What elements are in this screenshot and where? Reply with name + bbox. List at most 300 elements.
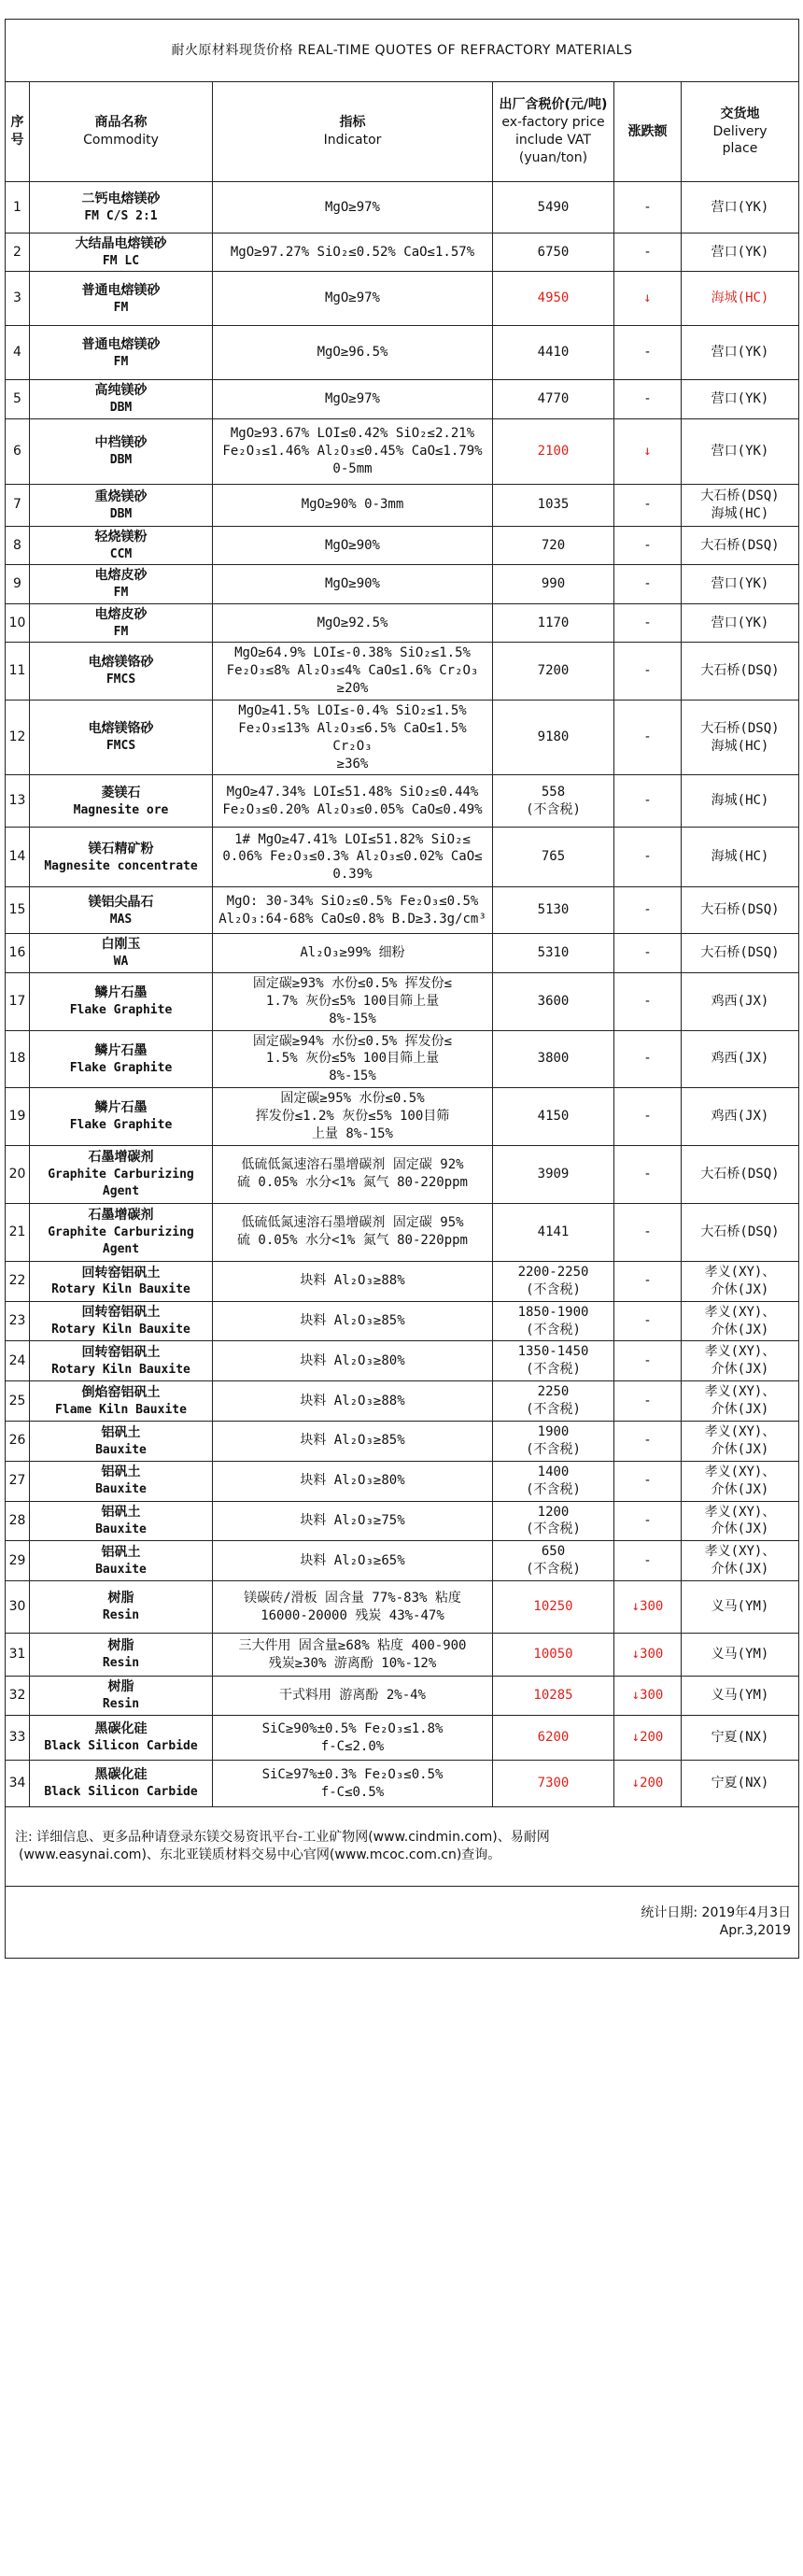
commodity-cell [30, 700, 213, 775]
indicator-cell [213, 526, 493, 564]
table-row [6, 1381, 799, 1422]
commodity-cell [30, 643, 213, 701]
price-change: - [614, 700, 682, 775]
delivery-place-line: 介休(JX) [711, 1441, 769, 1457]
price-line: 4770 [537, 391, 570, 407]
indicator-cell [213, 1581, 493, 1634]
table-row [6, 182, 799, 234]
price-line: 1400 [537, 1464, 570, 1479]
row-index: 3 [6, 272, 30, 326]
delivery-place-line: 大石桥(DSQ) [700, 945, 780, 961]
price-line: 2200-2250 [517, 1264, 589, 1280]
delivery-place-line: 孝义(XY)、 [704, 1464, 776, 1479]
commodity-cell [30, 1088, 213, 1146]
commodity-name-cn: 回转窑铝矾土 [81, 1265, 161, 1281]
price-cell [493, 775, 614, 828]
row-index: 15 [6, 887, 30, 934]
indicator-line: Fe₂O₃≤1.46% Al₂O₃≤0.45% CaO≤1.79% [222, 443, 483, 459]
price-change: - [614, 1422, 682, 1462]
indicator-line: f-C≤2.0% [320, 1738, 385, 1754]
commodity-name-cn: 黑碳化硅 [94, 1767, 148, 1783]
commodity-cell [30, 1030, 213, 1088]
price-cell [493, 380, 614, 418]
price-change: - [614, 1461, 682, 1501]
price-cell [493, 272, 614, 326]
delivery-place-cell [682, 182, 799, 234]
indicator-cell [213, 272, 493, 326]
row-index: 18 [6, 1030, 30, 1088]
delivery-place-line: 介休(JX) [711, 1481, 769, 1497]
price-cell [493, 1203, 614, 1261]
commodity-name-cn: 电熔皮砂 [94, 606, 148, 622]
indicator-line: Al₂O₃≥99% 细粉 [300, 945, 405, 961]
price-line: (不含税) [526, 1562, 581, 1578]
delivery-place-cell [682, 418, 799, 484]
delivery-place-cell [682, 1341, 799, 1381]
price-cell [493, 1461, 614, 1501]
commodity-name-en: Resin [102, 1697, 140, 1712]
price-change-down: ↓300 [614, 1634, 682, 1677]
footnote-line-1: 注: 详细信息、更多品种请登录东镁交易资讯平台-工业矿物网(www.cindmin.com)、易耐网 [15, 1830, 550, 1846]
commodity-cell [30, 1301, 213, 1341]
commodity-name-en: Resin [102, 1608, 140, 1623]
delivery-place-line: 宁夏(NX) [711, 1776, 769, 1791]
commodity-name-en: FM LC [102, 253, 140, 268]
price-line: 990 [541, 576, 566, 592]
commodity-name-en: Flame Kiln Bauxite [55, 1402, 187, 1417]
indicator-cell [213, 1634, 493, 1677]
indicator-line: 块料 Al₂O₃≥80% [300, 1352, 405, 1368]
footnote [6, 1807, 799, 1887]
indicator-cell [213, 700, 493, 775]
delivery-place-line: 海城(HC) [711, 793, 769, 809]
header-price: 出厂含税价(元/吨) ex-factory price include VAT (yuan/ton) [493, 82, 614, 182]
price-cell [493, 1341, 614, 1381]
commodity-name-cn: 回转窑铝矾土 [81, 1345, 161, 1361]
indicator-cell [213, 643, 493, 701]
indicator-line: MgO≥90% [324, 576, 380, 592]
delivery-place-line: 孝义(XY)、 [704, 1504, 776, 1520]
indicator-line: 块料 Al₂O₃≥88% [300, 1273, 405, 1289]
indicator-line: Fe₂O₃≤8% Al₂O₃≤4% CaO≤1.6% Cr₂O₃ [226, 663, 479, 679]
price-line: 7300 [537, 1776, 570, 1791]
commodity-name-en: FM [113, 300, 129, 315]
price-line: 2100 [537, 443, 570, 459]
price-line: 1170 [537, 615, 570, 630]
commodity-cell [30, 1203, 213, 1261]
indicator-cell [213, 565, 493, 603]
commodity-cell [30, 272, 213, 326]
table-row [6, 526, 799, 564]
delivery-place-line: 孝义(XY)、 [704, 1304, 776, 1320]
table-row [6, 887, 799, 934]
commodity-cell [30, 526, 213, 564]
commodity-cell [30, 1341, 213, 1381]
indicator-line: ≥20% [336, 680, 369, 696]
price-cell [493, 1030, 614, 1088]
row-index: 8 [6, 526, 30, 564]
price-line: 10050 [533, 1647, 573, 1663]
indicator-cell [213, 1422, 493, 1462]
row-index: 19 [6, 1088, 30, 1146]
price-line: (不含税) [526, 1481, 581, 1497]
indicator-line: 0.06% Fe₂O₃≤0.3% Al₂O₃≤0.02% CaO≤ [222, 849, 483, 865]
delivery-place-line: 营口(YK) [711, 199, 769, 215]
price-line: 10250 [533, 1599, 573, 1615]
delivery-place-cell [682, 934, 799, 972]
delivery-place-line: 大石桥(DSQ) [700, 1166, 780, 1182]
indicator-cell [213, 603, 493, 642]
commodity-name-cn: 普通电熔镁砂 [81, 282, 161, 298]
commodity-name-en: Flake Graphite [69, 1060, 173, 1075]
indicator-line: 块料 Al₂O₃≥85% [300, 1433, 405, 1449]
commodity-cell [30, 1422, 213, 1462]
table-row [6, 234, 799, 272]
row-index: 26 [6, 1422, 30, 1462]
indicator-line: 块料 Al₂O₃≥85% [300, 1313, 405, 1329]
indicator-line: Fe₂O₃≤13% Al₂O₃≤6.5% CaO≤1.5% Cr₂O₃ [238, 720, 467, 754]
price-line: 4141 [537, 1224, 570, 1239]
price-line: 558 [541, 785, 566, 800]
price-line: 1350-1450 [517, 1344, 589, 1360]
header-indicator: 指标 Indicator [213, 82, 493, 182]
indicator-line: MgO≥90% 0-3mm [301, 497, 404, 513]
price-change: - [614, 380, 682, 418]
delivery-place-cell [682, 1716, 799, 1761]
price-cell [493, 603, 614, 642]
price-change: - [614, 1030, 682, 1088]
price-change: - [614, 1501, 682, 1541]
delivery-place-cell [682, 272, 799, 326]
price-sheet [0, 19, 803, 2576]
table-row [6, 1341, 799, 1381]
commodity-name-cn: 镁铝尖晶石 [88, 894, 154, 910]
indicator-cell [213, 1301, 493, 1341]
indicator-line: 块料 Al₂O₃≥65% [300, 1552, 405, 1568]
indicator-cell [213, 1203, 493, 1261]
price-cell [493, 934, 614, 972]
commodity-name-cn: 二钙电熔镁砂 [81, 191, 161, 206]
row-index: 32 [6, 1677, 30, 1716]
table-row [6, 1301, 799, 1341]
price-line: 6200 [537, 1730, 570, 1746]
commodity-name-en: FM C/S 2:1 [84, 208, 158, 223]
commodity-cell [30, 972, 213, 1030]
statistics-date-cn: 统计日期: 2019年4月3日 [641, 1905, 791, 1921]
commodity-cell [30, 775, 213, 828]
delivery-place-line: 介休(JX) [711, 1522, 769, 1537]
commodity-name-cn: 黑碳化硅 [94, 1721, 148, 1737]
header-change: 涨跌额 [614, 82, 682, 182]
commodity-name-en: Bauxite [95, 1522, 147, 1537]
indicator-line: MgO≥47.34% LOI≤51.48% SiO₂≤0.44% [226, 785, 479, 800]
row-index: 2 [6, 234, 30, 272]
indicator-line: 干式料用 游离酚 2%-4% [278, 1688, 426, 1704]
price-line: (不含税) [526, 1522, 581, 1537]
commodity-name-en: Bauxite [95, 1442, 147, 1457]
price-change: - [614, 934, 682, 972]
delivery-place-line: 大石桥(DSQ) [700, 720, 780, 736]
commodity-name-en: FM [113, 586, 129, 601]
delivery-place-line: 营口(YK) [711, 391, 769, 407]
price-line: 1035 [537, 497, 570, 513]
delivery-place-line: 孝义(XY)、 [704, 1344, 776, 1360]
indicator-cell [213, 182, 493, 234]
row-index: 7 [6, 484, 30, 526]
commodity-name-cn: 鳞片石墨 [94, 984, 148, 1000]
delivery-place-line: 孝义(XY)、 [704, 1544, 776, 1560]
delivery-place-cell [682, 700, 799, 775]
row-index: 1 [6, 182, 30, 234]
table-row [6, 1581, 799, 1634]
delivery-place-line: 大石桥(DSQ) [700, 902, 780, 918]
table-row [6, 1634, 799, 1677]
table-row [6, 700, 799, 775]
delivery-place-cell [682, 380, 799, 418]
table-row [6, 1541, 799, 1581]
commodity-name-cn: 电熔镁铬砂 [88, 655, 154, 671]
delivery-place-cell [682, 1677, 799, 1716]
indicator-line: 8%-15% [329, 1011, 376, 1026]
table-row [6, 1030, 799, 1088]
commodity-name-en: FMCS [106, 672, 136, 687]
commodity-name-en: Flake Graphite [69, 1118, 173, 1133]
indicator-cell [213, 1261, 493, 1301]
row-index: 13 [6, 775, 30, 828]
delivery-place-line: 营口(YK) [711, 244, 769, 260]
price-change: - [614, 1145, 682, 1203]
row-index: 27 [6, 1461, 30, 1501]
quotes-table [5, 19, 799, 1959]
table-title: 耐火原材料现货价格 REAL-TIME QUOTES OF REFRACTORY MATERIALS [6, 20, 799, 82]
table-row [6, 484, 799, 526]
price-line: (不含税) [526, 1402, 581, 1418]
delivery-place-cell [682, 1461, 799, 1501]
indicator-line: MgO≥92.5% [317, 615, 388, 630]
indicator-line: 块料 Al₂O₃≥75% [300, 1513, 405, 1528]
price-cell [493, 1088, 614, 1146]
price-cell [493, 1761, 614, 1807]
indicator-line: MgO≥97% [324, 391, 380, 407]
delivery-place-cell [682, 643, 799, 701]
row-index: 22 [6, 1261, 30, 1301]
price-cell [493, 1261, 614, 1301]
delivery-place-cell [682, 1145, 799, 1203]
table-row [6, 272, 799, 326]
commodity-name-en: Bauxite [95, 1562, 147, 1577]
indicator-line: 块料 Al₂O₃≥88% [300, 1393, 405, 1408]
commodity-cell [30, 182, 213, 234]
commodity-name-en: CCM [109, 546, 133, 561]
commodity-cell [30, 565, 213, 603]
commodity-name-cn: 电熔皮砂 [94, 568, 148, 584]
price-line: 10285 [533, 1688, 573, 1704]
indicator-line: SiC≥90%±0.5% Fe₂O₃≤1.8% [261, 1720, 444, 1736]
commodity-name-en: Flake Graphite [69, 1002, 173, 1017]
delivery-place-cell [682, 526, 799, 564]
delivery-place-line: 营口(YK) [711, 443, 769, 459]
indicator-line: MgO≥64.9% LOI≤-0.38% SiO₂≤1.5% [234, 645, 471, 661]
commodity-name-cn: 石墨增碳剂 [88, 1150, 154, 1166]
price-cell [493, 1541, 614, 1581]
price-change: - [614, 1261, 682, 1301]
commodity-name-en: FMCS [106, 739, 136, 754]
table-row [6, 1261, 799, 1301]
commodity-name-cn: 铝矾土 [101, 1424, 141, 1440]
indicator-line: 固定碳≥94% 水份≤0.5% 挥发份≤ [252, 1033, 453, 1049]
delivery-place-line: 大石桥(DSQ) [700, 488, 780, 503]
price-line: 2250 [537, 1384, 570, 1400]
row-index: 33 [6, 1716, 30, 1761]
price-cell [493, 526, 614, 564]
price-change: - [614, 1541, 682, 1581]
indicator-line: ≥36% [336, 756, 369, 771]
delivery-place-line: 大石桥(DSQ) [700, 663, 780, 679]
row-index: 10 [6, 603, 30, 642]
delivery-place-cell [682, 1030, 799, 1088]
commodity-cell [30, 418, 213, 484]
row-index: 34 [6, 1761, 30, 1807]
delivery-place-cell [682, 1261, 799, 1301]
indicator-cell [213, 380, 493, 418]
price-line: 765 [541, 849, 566, 865]
indicator-line: MgO≥97% [324, 290, 380, 306]
commodity-name-cn: 铝矾土 [101, 1545, 141, 1561]
commodity-cell [30, 1581, 213, 1634]
delivery-place-cell [682, 1381, 799, 1422]
delivery-place-line: 义马(YM) [711, 1599, 769, 1615]
table-row [6, 1145, 799, 1203]
indicator-cell [213, 828, 493, 887]
price-cell [493, 1422, 614, 1462]
commodity-name-en: Resin [102, 1656, 140, 1671]
price-change: - [614, 603, 682, 642]
indicator-cell [213, 934, 493, 972]
price-line: 4950 [537, 290, 570, 306]
delivery-place-line: 介休(JX) [711, 1281, 769, 1297]
price-line: 4150 [537, 1109, 570, 1125]
commodity-name-en: Black Silicon Carbide [44, 1739, 198, 1754]
commodity-name-en: Graphite Carburizing Agent [48, 1168, 194, 1198]
row-index: 17 [6, 972, 30, 1030]
delivery-place-line: 介休(JX) [711, 1322, 769, 1338]
row-index: 21 [6, 1203, 30, 1261]
table-row [6, 1203, 799, 1261]
commodity-name-en: DBM [109, 453, 133, 468]
delivery-place-line: 义马(YM) [711, 1647, 769, 1663]
delivery-place-line: 大石桥(DSQ) [700, 537, 780, 553]
row-index: 31 [6, 1634, 30, 1677]
price-change: - [614, 887, 682, 934]
price-line: (不含税) [526, 1322, 581, 1338]
commodity-name-cn: 电熔镁铬砂 [88, 721, 154, 737]
row-index: 20 [6, 1145, 30, 1203]
commodity-name-cn: 高纯镁砂 [94, 383, 148, 399]
indicator-cell [213, 1145, 493, 1203]
price-cell [493, 1716, 614, 1761]
commodity-name-cn: 白刚玉 [101, 937, 141, 953]
commodity-name-cn: 轻烧镁粉 [94, 529, 148, 545]
commodity-cell [30, 326, 213, 380]
indicator-line: 残炭≥30% 游离酚 10%-12% [268, 1655, 437, 1671]
price-change: - [614, 565, 682, 603]
price-cell [493, 234, 614, 272]
header-delivery-place: 交货地 Delivery place [682, 82, 799, 182]
table-row [6, 418, 799, 484]
price-change: - [614, 1341, 682, 1381]
commodity-name-cn: 鳞片石墨 [94, 1100, 148, 1116]
delivery-place-line: 宁夏(NX) [711, 1730, 769, 1746]
indicator-line: 硫 0.05% 水分<1% 氮气 80-220ppm [236, 1233, 468, 1249]
delivery-place-cell [682, 1203, 799, 1261]
table-row [6, 1761, 799, 1807]
commodity-cell [30, 484, 213, 526]
commodity-name-cn: 铝矾土 [101, 1505, 141, 1521]
price-line: (不含税) [526, 1281, 581, 1297]
price-line: 5130 [537, 902, 570, 918]
price-line: 3600 [537, 993, 570, 1009]
indicator-line: SiC≥97%±0.3% Fe₂O₃≤0.5% [261, 1766, 444, 1782]
price-change: - [614, 1203, 682, 1261]
delivery-place-cell [682, 484, 799, 526]
commodity-name-en: Rotary Kiln Bauxite [51, 1282, 190, 1297]
indicator-line: 8%-15% [329, 1069, 376, 1084]
indicator-cell [213, 1341, 493, 1381]
delivery-place-cell [682, 1501, 799, 1541]
indicator-line: MgO≥90% [324, 537, 380, 553]
commodity-name-en: MAS [109, 912, 133, 927]
delivery-place-cell [682, 1761, 799, 1807]
delivery-place-line: 海城(HC) [711, 849, 769, 865]
price-line: 3909 [537, 1166, 570, 1182]
delivery-place-line: 鸡西(JX) [711, 1109, 769, 1125]
table-row [6, 565, 799, 603]
delivery-place-line: 义马(YM) [711, 1688, 769, 1704]
price-change: - [614, 326, 682, 380]
commodity-name-en: FM [113, 624, 129, 639]
indicator-line: 0-5mm [332, 460, 373, 476]
price-cell [493, 1381, 614, 1422]
price-line: 7200 [537, 663, 570, 679]
indicator-line: 1# MgO≥47.41% LOI≤51.82% SiO₂≤ [234, 831, 471, 847]
commodity-cell [30, 1634, 213, 1677]
indicator-line: 低硫低氮速溶石墨增碳剂 固定碳 92% [241, 1157, 464, 1173]
price-cell [493, 887, 614, 934]
indicator-line: 固定碳≥95% 水份≤0.5% [280, 1091, 425, 1107]
commodity-cell [30, 828, 213, 887]
delivery-place-line: 孝义(XY)、 [704, 1424, 776, 1439]
price-line: 5490 [537, 199, 570, 215]
commodity-cell [30, 380, 213, 418]
row-index: 29 [6, 1541, 30, 1581]
delivery-place-cell [682, 972, 799, 1030]
commodity-name-en: Graphite Carburizing Agent [48, 1225, 194, 1256]
price-cell [493, 1501, 614, 1541]
indicator-line: 16000-20000 残炭 43%-47% [261, 1607, 444, 1623]
price-change: - [614, 1381, 682, 1422]
indicator-cell [213, 775, 493, 828]
table-row [6, 828, 799, 887]
delivery-place-line: 海城(HC) [711, 505, 769, 521]
header-commodity: 商品名称 Commodity [30, 82, 213, 182]
row-index: 12 [6, 700, 30, 775]
table-row [6, 380, 799, 418]
delivery-place-cell [682, 828, 799, 887]
commodity-name-en: Rotary Kiln Bauxite [51, 1363, 190, 1377]
price-line: 4410 [537, 345, 570, 361]
indicator-cell [213, 1677, 493, 1716]
statistics-date [6, 1887, 799, 1959]
